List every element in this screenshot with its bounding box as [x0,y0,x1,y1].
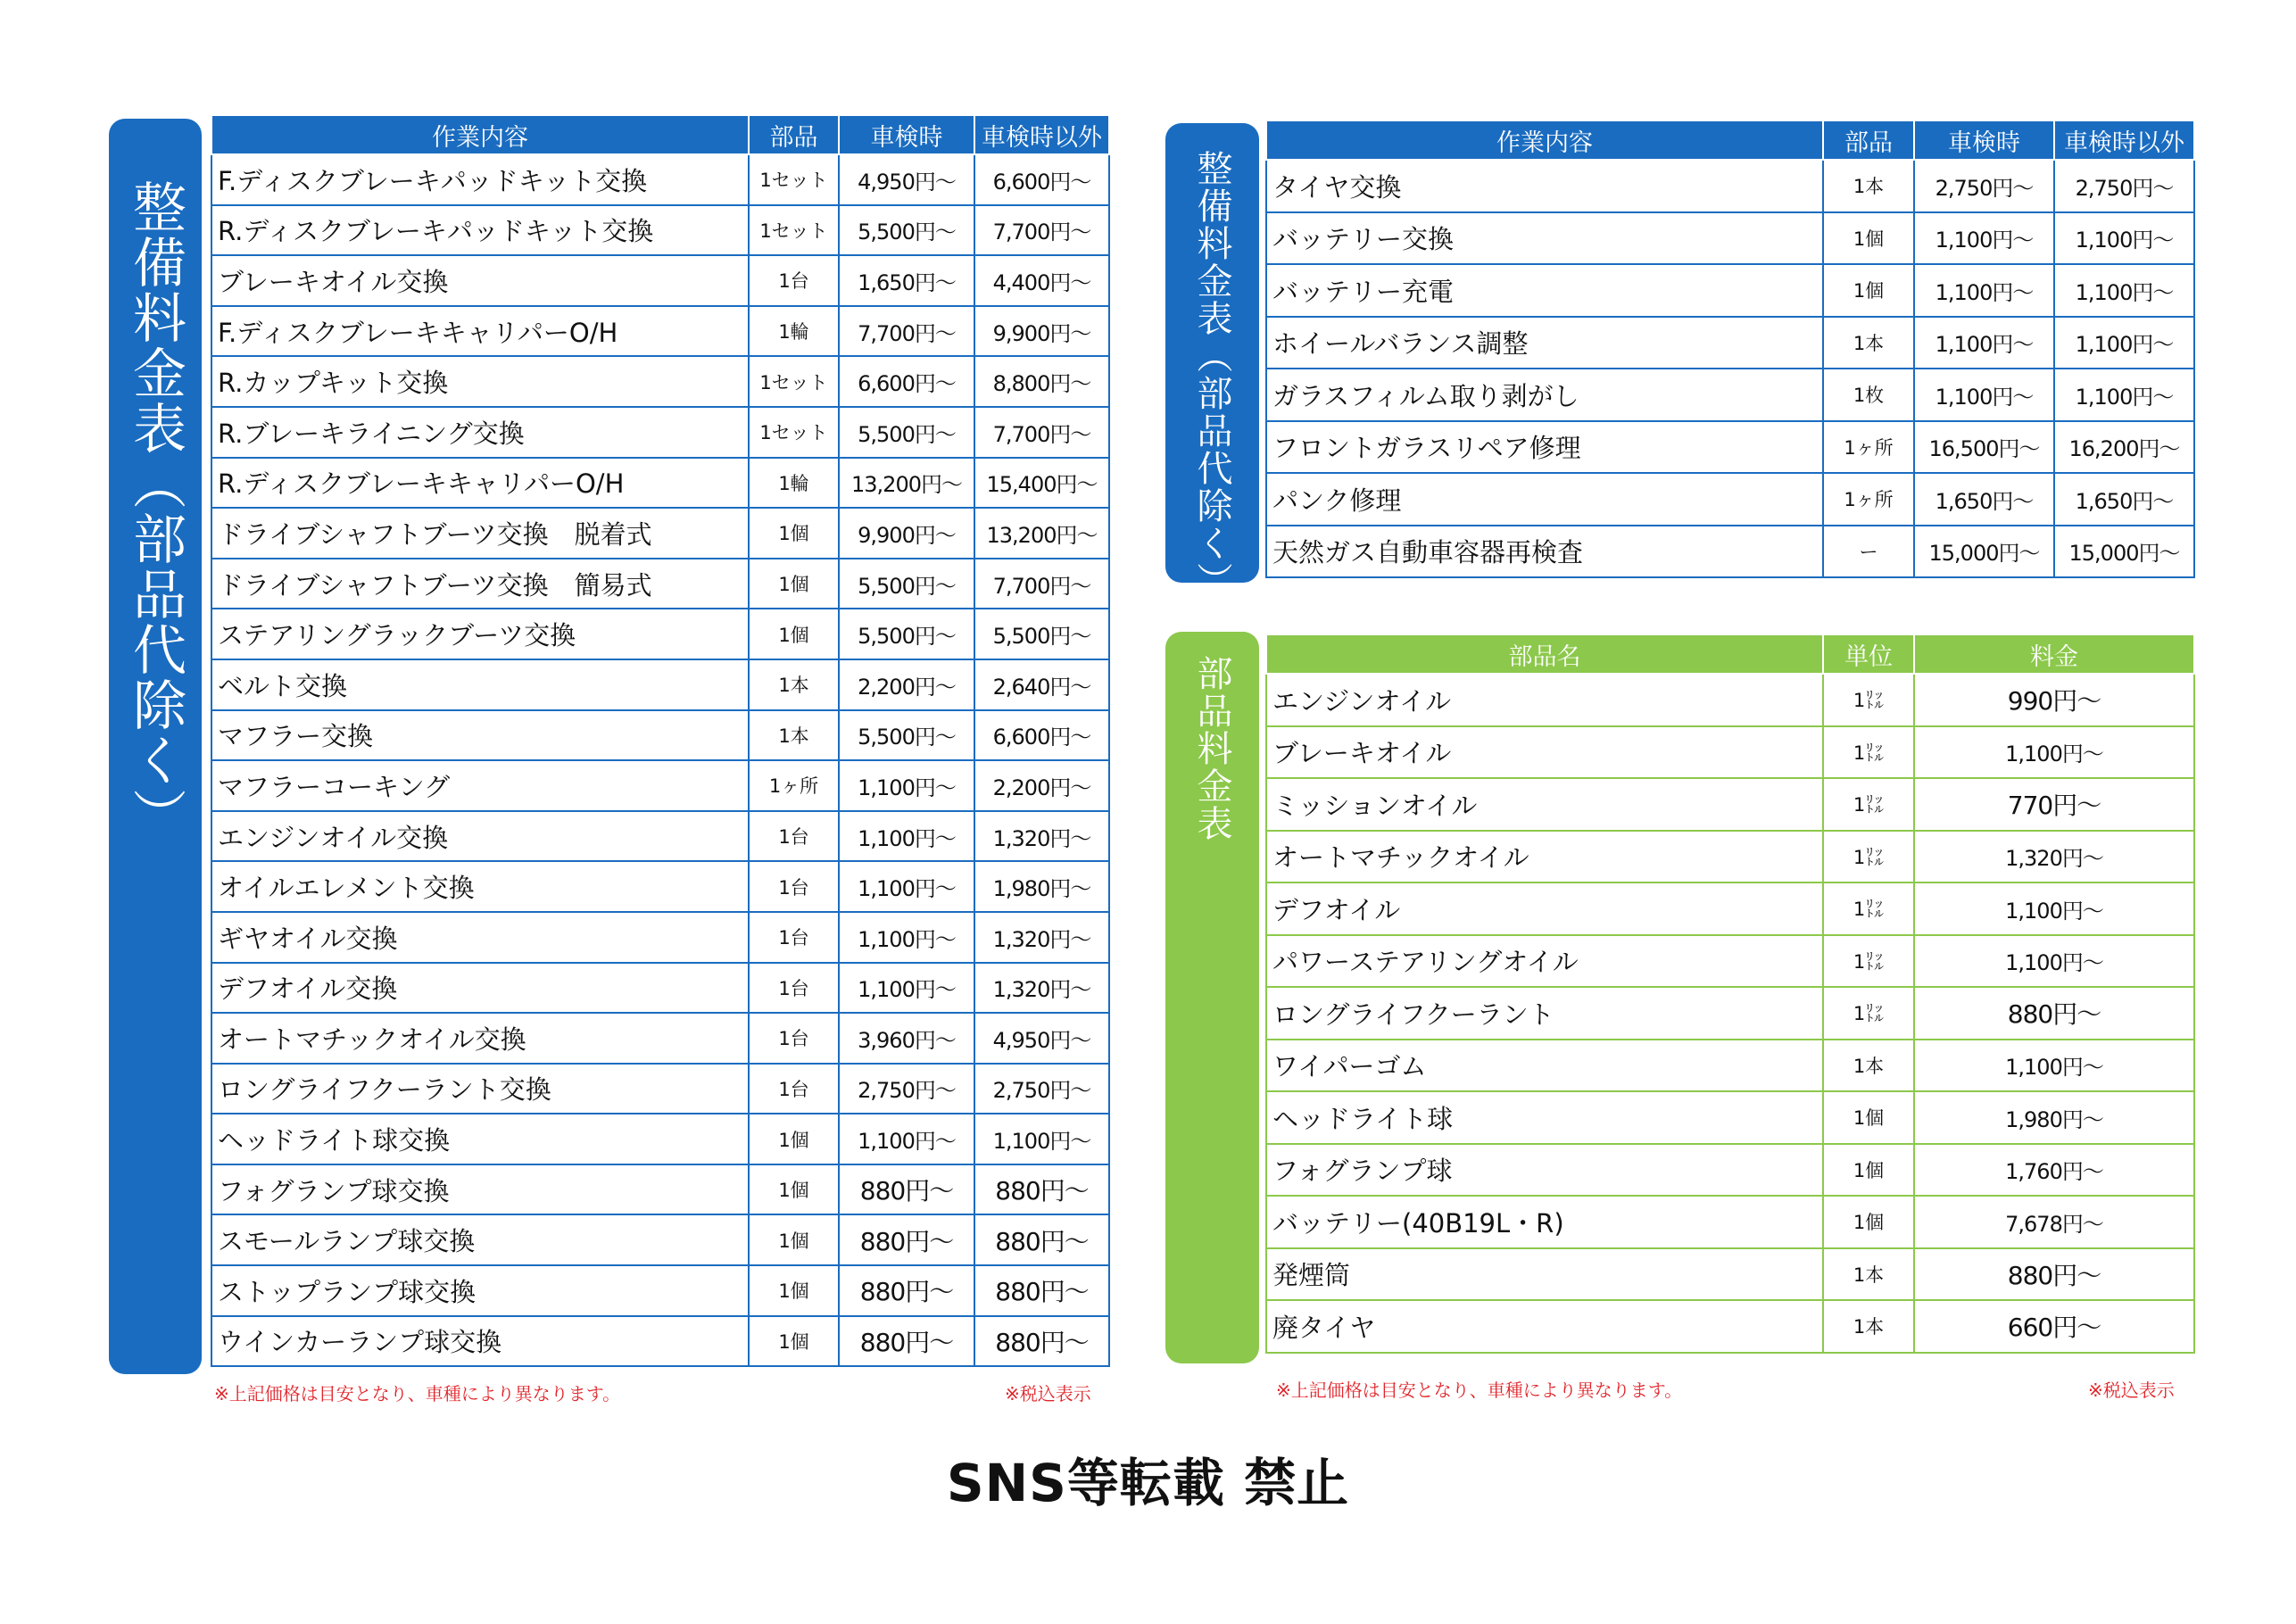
item-name-cell: ドライブシャフトブーツ交換 簡易式 [211,559,749,609]
other-price-cell: 7,700円〜 [974,407,1109,458]
item-name-cell: R.ブレーキライニング交換 [211,407,749,458]
unit-cell: 1本 [1823,1248,1914,1301]
table-row [211,963,1109,1014]
table-row [1266,1196,2194,1248]
other-price-cell: 9,900円〜 [974,306,1109,357]
item-name-cell: ミッションオイル [1266,778,1823,831]
other-price-cell: 880円〜 [974,1316,1109,1367]
table-row [1266,160,2194,212]
price-price-cell: 7,678円〜 [1914,1196,2194,1248]
shaken-price-cell: 16,500円〜 [1914,421,2054,474]
unit-cell: 1個 [749,508,839,559]
left-note: ※上記価格は目安となり、車種により異なります。 [214,1383,621,1404]
item-name-cell: ガラスフィルム取り剥がし [1266,369,1823,421]
shaken-price-cell: 1,650円〜 [839,255,974,306]
price-price-cell: 660円〜 [1914,1300,2194,1353]
item-name-cell: ヘッドライト球交換 [211,1114,749,1164]
other-price-cell: 2,200円〜 [974,760,1109,811]
left-tax-note: ※税込表示 [1005,1383,1091,1404]
item-name-cell: 発煙筒 [1266,1248,1823,1301]
item-name-cell: オートマチックオイル交換 [211,1013,749,1064]
item-name-cell: F.ディスクブレーキキャリパーO/H [211,306,749,357]
price-price-cell: 1,100円〜 [1914,935,2194,988]
right-top-side-title-tab [1165,123,1259,600]
shaken-price-cell: 1,100円〜 [839,1114,974,1164]
right-top-price-table [1265,121,2195,578]
table-row [1266,1300,2194,1353]
header-work: 作業内容 [211,116,749,154]
table-row [1266,935,2194,988]
item-name-cell: バッテリー交換 [1266,212,1823,265]
table-row [211,1064,1109,1114]
unit-cell: 1㍑ [1823,778,1914,831]
table-row [211,912,1109,963]
item-name-cell: マフラー交換 [211,710,749,761]
other-price-cell: 1,320円〜 [974,963,1109,1014]
unit-cell: 1台 [749,1064,839,1114]
unit-cell: 1個 [1823,1091,1914,1144]
item-name-cell: スモールランプ球交換 [211,1214,749,1265]
other-price-cell: 880円〜 [974,1265,1109,1316]
unit-cell: 1ヶ所 [1823,473,1914,526]
unit-cell: 1㍑ [1823,674,1914,726]
other-price-cell: 1,980円〜 [974,861,1109,912]
right-bottom-side-title-tab [1165,632,1259,1363]
unit-cell: 1個 [749,609,839,659]
other-price-cell: 4,400円〜 [974,255,1109,306]
other-price-cell: 7,700円〜 [974,559,1109,609]
unit-cell: 1個 [1823,264,1914,317]
price-price-cell: 990円〜 [1914,674,2194,726]
table-row [211,861,1109,912]
item-name-cell: ストップランプ球交換 [211,1265,749,1316]
unit-cell: 1個 [749,1265,839,1316]
item-name-cell: パワーステアリングオイル [1266,935,1823,988]
table-row [211,458,1109,509]
parts-table-header [1266,635,2194,674]
table-row [211,1214,1109,1265]
unit-cell: 1セット [749,407,839,458]
table-row [1266,317,2194,369]
unit-cell: 1個 [749,1214,839,1265]
table-row [1266,369,2194,421]
other-price-cell: 6,600円〜 [974,154,1109,205]
unit-cell: 1輪 [749,306,839,357]
shaken-price-cell: 5,500円〜 [839,609,974,659]
unit-cell: 1本 [1823,160,1914,212]
other-price-cell: 880円〜 [974,1214,1109,1265]
unit-cell: 1個 [1823,1144,1914,1197]
item-name-cell: バッテリー充電 [1266,264,1823,317]
other-price-cell: 2,750円〜 [2054,160,2194,212]
table-row [211,710,1109,761]
item-name-cell: デフオイル交換 [211,963,749,1014]
table-row [211,255,1109,306]
shaken-price-cell: 1,100円〜 [839,963,974,1014]
item-name-cell: 廃タイヤ [1266,1300,1823,1353]
item-name-cell: ウインカーランプ球交換 [211,1316,749,1367]
item-name-cell: オートマチックオイル [1266,831,1823,883]
unit-cell: 1本 [1823,317,1914,369]
table-row [211,1164,1109,1215]
unit-cell: 1㍑ [1823,935,1914,988]
left-price-table [211,116,1110,1367]
right-top-table-header [1266,121,2194,160]
price-price-cell: 1,760円〜 [1914,1144,2194,1197]
unit-cell: 1セット [749,356,839,407]
shaken-price-cell: 880円〜 [839,1316,974,1367]
table-row [211,1013,1109,1064]
table-row [1266,831,2194,883]
unit-cell: ー [1823,526,1914,578]
table-row [211,760,1109,811]
item-name-cell: オイルエレメント交換 [211,861,749,912]
shaken-price-cell: 3,960円〜 [839,1013,974,1064]
item-name-cell: F.ディスクブレーキパッドキット交換 [211,154,749,205]
other-price-cell: 16,200円〜 [2054,421,2194,474]
item-name-cell: フォグランプ球交換 [211,1164,749,1215]
header-shaken: 車検時 [1914,121,2054,160]
unit-cell: 1個 [749,1164,839,1215]
table-row [1266,882,2194,935]
other-price-cell: 2,640円〜 [974,659,1109,710]
shaken-price-cell: 1,100円〜 [1914,317,2054,369]
unit-cell: 1台 [749,861,839,912]
item-name-cell: マフラーコーキング [211,760,749,811]
shaken-price-cell: 1,100円〜 [839,811,974,862]
item-name-cell: 天然ガス自動車容器再検査 [1266,526,1823,578]
unit-cell: 1枚 [1823,369,1914,421]
shaken-price-cell: 5,500円〜 [839,205,974,256]
item-name-cell: R.ディスクブレーキキャリパーO/H [211,458,749,509]
header-unit: 単位 [1823,635,1914,674]
unit-cell: 1本 [1823,1300,1914,1353]
table-row [1266,1144,2194,1197]
other-price-cell: 2,750円〜 [974,1064,1109,1114]
unit-cell: 1セット [749,205,839,256]
unit-cell: 1個 [1823,1196,1914,1248]
unit-cell: 1個 [749,559,839,609]
other-price-cell: 8,800円〜 [974,356,1109,407]
header-other: 車検時以外 [2054,121,2194,160]
item-name-cell: ロングライフクーラント [1266,987,1823,1040]
table-row [1266,1040,2194,1092]
price-price-cell: 1,320円〜 [1914,831,2194,883]
price-price-cell: 1,100円〜 [1914,1040,2194,1092]
item-name-cell: ロングライフクーラント交換 [211,1064,749,1114]
shaken-price-cell: 13,200円〜 [839,458,974,509]
unit-cell: 1台 [749,255,839,306]
unit-cell: 1本 [749,659,839,710]
shaken-price-cell: 1,100円〜 [839,912,974,963]
unit-cell: 1㍑ [1823,831,1914,883]
parts-price-table [1265,635,2195,1354]
shaken-price-cell: 7,700円〜 [839,306,974,357]
other-price-cell: 1,320円〜 [974,811,1109,862]
unit-cell: 1セット [749,154,839,205]
unit-cell: 1個 [1823,212,1914,265]
item-name-cell: ドライブシャフトブーツ交換 脱着式 [211,508,749,559]
unit-cell: 1㍑ [1823,987,1914,1040]
unit-cell: 1㍑ [1823,882,1914,935]
shaken-price-cell: 2,200円〜 [839,659,974,710]
unit-cell: 1㍑ [1823,726,1914,779]
right-top-side-title: 整備料金表（部品代除く） [1191,150,1232,600]
header-part: 部品 [1823,121,1914,160]
table-row [211,306,1109,357]
header-part-name: 部品名 [1266,635,1823,674]
other-price-cell: 1,100円〜 [2054,264,2194,317]
unit-cell: 1台 [749,912,839,963]
right-tax-note: ※税込表示 [2088,1380,2175,1401]
shaken-price-cell: 9,900円〜 [839,508,974,559]
header-shaken: 車検時 [839,116,974,154]
table-row [211,1265,1109,1316]
other-price-cell: 1,100円〜 [2054,317,2194,369]
shaken-price-cell: 1,100円〜 [1914,369,2054,421]
item-name-cell: R.カップキット交換 [211,356,749,407]
price-price-cell: 1,980円〜 [1914,1091,2194,1144]
table-row [211,659,1109,710]
unit-cell: 1ヶ所 [749,760,839,811]
item-name-cell: ヘッドライト球 [1266,1091,1823,1144]
item-name-cell: ブレーキオイル [1266,726,1823,779]
item-name-cell: エンジンオイル [1266,674,1823,726]
table-row [211,559,1109,609]
other-price-cell: 1,100円〜 [974,1114,1109,1164]
table-row [1266,526,2194,578]
price-price-cell: 880円〜 [1914,1248,2194,1301]
other-price-cell: 15,400円〜 [974,458,1109,509]
header-work: 作業内容 [1266,121,1823,160]
other-price-cell: 880円〜 [974,1164,1109,1215]
other-price-cell: 7,700円〜 [974,205,1109,256]
right-note: ※上記価格は目安となり、車種により異なります。 [1276,1380,1683,1401]
unit-cell: 1台 [749,811,839,862]
shaken-price-cell: 880円〜 [839,1164,974,1215]
table-row [1266,987,2194,1040]
table-row [211,154,1109,205]
item-name-cell: ギヤオイル交換 [211,912,749,963]
price-price-cell: 1,100円〜 [1914,882,2194,935]
table-row [211,811,1109,862]
shaken-price-cell: 4,950円〜 [839,154,974,205]
table-row [1266,264,2194,317]
item-name-cell: エンジンオイル交換 [211,811,749,862]
table-row [211,508,1109,559]
item-name-cell: パンク修理 [1266,473,1823,526]
table-row [211,609,1109,659]
price-price-cell: 1,100円〜 [1914,726,2194,779]
shaken-price-cell: 1,100円〜 [1914,212,2054,265]
other-price-cell: 1,100円〜 [2054,369,2194,421]
item-name-cell: ワイパーゴム [1266,1040,1823,1092]
item-name-cell: タイヤ交換 [1266,160,1823,212]
table-row [211,356,1109,407]
other-price-cell: 1,100円〜 [2054,212,2194,265]
other-price-cell: 6,600円〜 [974,710,1109,761]
shaken-price-cell: 5,500円〜 [839,710,974,761]
item-name-cell: フォグランプ球 [1266,1144,1823,1197]
left-side-title-tab [109,119,202,1374]
item-name-cell: ブレーキオイル交換 [211,255,749,306]
footer-no-repost: SNS等転載 禁止 [946,1453,1350,1513]
unit-cell: 1ヶ所 [1823,421,1914,474]
unit-cell: 1輪 [749,458,839,509]
item-name-cell: フロントガラスリペア修理 [1266,421,1823,474]
shaken-price-cell: 5,500円〜 [839,559,974,609]
item-name-cell: ステアリングラックブーツ交換 [211,609,749,659]
shaken-price-cell: 2,750円〜 [839,1064,974,1114]
other-price-cell: 1,320円〜 [974,912,1109,963]
table-row [211,407,1109,458]
other-price-cell: 15,000円〜 [2054,526,2194,578]
item-name-cell: R.ディスクブレーキパッドキット交換 [211,205,749,256]
table-row [211,1316,1109,1367]
unit-cell: 1台 [749,1013,839,1064]
other-price-cell: 4,950円〜 [974,1013,1109,1064]
shaken-price-cell: 6,600円〜 [839,356,974,407]
price-price-cell: 770円〜 [1914,778,2194,831]
unit-cell: 1個 [749,1114,839,1164]
table-row [1266,674,2194,726]
table-row [1266,1091,2194,1144]
other-price-cell: 5,500円〜 [974,609,1109,659]
item-name-cell: デフオイル [1266,882,1823,935]
item-name-cell: ホイールバランス調整 [1266,317,1823,369]
item-name-cell: バッテリー(40B19L・R) [1266,1196,1823,1248]
right-bottom-side-title: 部品料金表 [1191,655,1232,842]
shaken-price-cell: 880円〜 [839,1214,974,1265]
table-row [1266,1248,2194,1301]
shaken-price-cell: 1,650円〜 [1914,473,2054,526]
table-row [1266,421,2194,474]
other-price-cell: 1,650円〜 [2054,473,2194,526]
shaken-price-cell: 1,100円〜 [839,861,974,912]
unit-cell: 1本 [749,710,839,761]
table-row [211,1114,1109,1164]
shaken-price-cell: 2,750円〜 [1914,160,2054,212]
price-price-cell: 880円〜 [1914,987,2194,1040]
table-row [211,205,1109,256]
item-name-cell: ベルト交換 [211,659,749,710]
table-row [1266,473,2194,526]
header-part: 部品 [749,116,839,154]
header-price: 料金 [1914,635,2194,674]
shaken-price-cell: 5,500円〜 [839,407,974,458]
table-row [1266,212,2194,265]
unit-cell: 1台 [749,963,839,1014]
shaken-price-cell: 1,100円〜 [1914,264,2054,317]
left-side-title: 整備料金表（部品代除く） [124,179,186,843]
unit-cell: 1個 [749,1316,839,1367]
shaken-price-cell: 1,100円〜 [839,760,974,811]
unit-cell: 1本 [1823,1040,1914,1092]
header-other: 車検時以外 [974,116,1109,154]
shaken-price-cell: 15,000円〜 [1914,526,2054,578]
table-row [1266,778,2194,831]
other-price-cell: 13,200円〜 [974,508,1109,559]
shaken-price-cell: 880円〜 [839,1265,974,1316]
table-row [1266,726,2194,779]
left-table-header [211,116,1109,154]
